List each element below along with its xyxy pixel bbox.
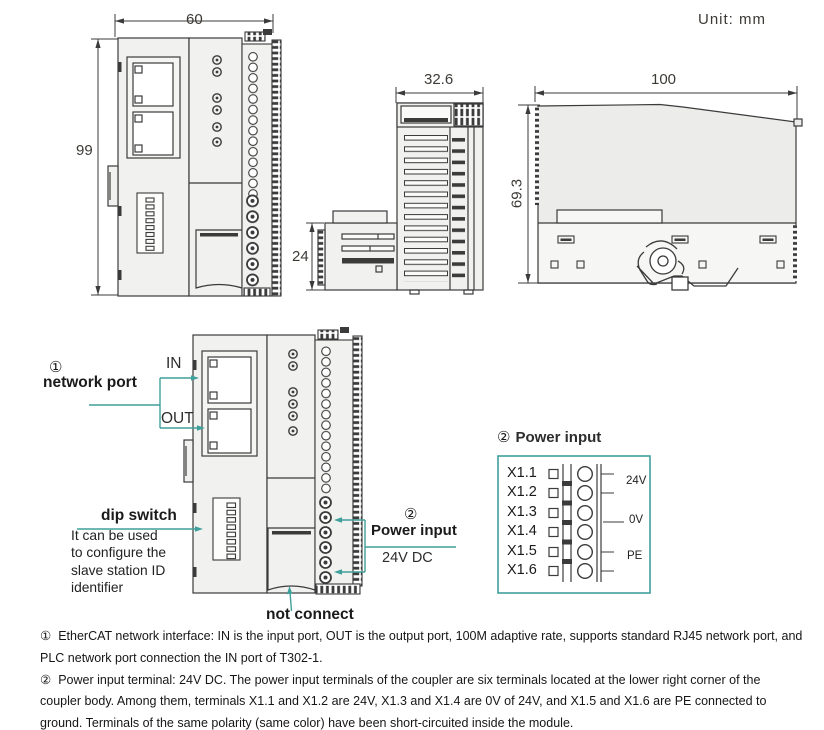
dip-switch-front bbox=[137, 193, 163, 253]
terminal-label-x1-3: X1.3 bbox=[507, 504, 537, 520]
rj45-ports bbox=[127, 57, 180, 158]
rj45-ports-annotated bbox=[202, 351, 257, 456]
terminal-label-x1-1: X1.1 bbox=[507, 465, 537, 481]
power-callout-voltage: 24V DC bbox=[382, 550, 433, 566]
network-callout-number: ① bbox=[49, 359, 63, 376]
power-callout-title: Power input bbox=[371, 522, 457, 539]
rail-0v-label: 0V bbox=[629, 514, 644, 526]
power-box-title bbox=[497, 428, 601, 446]
port-in-label: IN bbox=[166, 355, 182, 372]
dim-top-depth: 24 bbox=[292, 248, 309, 265]
not-connect-label: not connect bbox=[266, 606, 354, 623]
connector-flap-front bbox=[196, 230, 242, 288]
connector-flap-annotated bbox=[268, 528, 315, 590]
footnote-1-text: EtherCAT network interface: IN is the input port, OUT is the output port, 100M adaptive rate, supports standard RJ45 network port, and PLC network port connection the IN port of T302-1. bbox=[40, 629, 803, 665]
dip-switch-title: dip switch bbox=[101, 507, 177, 524]
power-box-number: ② bbox=[497, 429, 511, 446]
dim-front-height: 99 bbox=[76, 142, 93, 159]
side-view bbox=[518, 86, 802, 290]
footnote-2-number: ② bbox=[40, 672, 52, 687]
front-view bbox=[91, 14, 281, 296]
annotated-front-view bbox=[184, 327, 362, 594]
dip-switch-description: It can be used to configure the slave station ID identifier bbox=[71, 528, 167, 595]
port-out-label: OUT bbox=[161, 410, 194, 427]
footnote-2 bbox=[40, 670, 804, 730]
dim-front-width: 60 bbox=[186, 11, 203, 28]
dim-top-width: 32.6 bbox=[424, 71, 454, 88]
power-callout-number: ② bbox=[404, 506, 418, 523]
footnote-2-text: Power input terminal: 24V DC. The power input terminals of the coupler are six terminals located at the lower right corner of the coupler body. Among them, terminals X1.1 and X1.2 are 24V, X1.3 and X1.4 are 0V of 24V, and X1.5 and X1.6 are PE connected to ground. Terminals of the same polarity (same color) have been short-circuited inside the module. bbox=[40, 672, 767, 730]
rail-pe-label: PE bbox=[627, 550, 643, 562]
footnote-1 bbox=[40, 626, 804, 670]
terminal-strip-annotated bbox=[315, 327, 362, 594]
terminal-label-x1-4: X1.4 bbox=[507, 523, 537, 539]
terminal-label-x1-5: X1.5 bbox=[507, 543, 537, 559]
terminal-label-x1-2: X1.2 bbox=[507, 484, 537, 500]
rail-24v-label: 24V bbox=[626, 475, 647, 487]
top-view bbox=[306, 87, 483, 294]
dim-side-width: 100 bbox=[651, 71, 677, 88]
dip-switch-annotated bbox=[213, 498, 240, 560]
footnote-1-number: ① bbox=[40, 629, 52, 643]
terminal-strip-front bbox=[242, 29, 281, 296]
footnotes bbox=[40, 626, 804, 730]
unit-label: Unit: mm bbox=[698, 11, 766, 28]
network-callout-title: network port bbox=[43, 374, 137, 391]
dim-side-height: 69.3 bbox=[508, 178, 526, 209]
power-box-title-text: Power input bbox=[515, 429, 602, 446]
terminal-label-x1-6: X1.6 bbox=[507, 562, 537, 578]
